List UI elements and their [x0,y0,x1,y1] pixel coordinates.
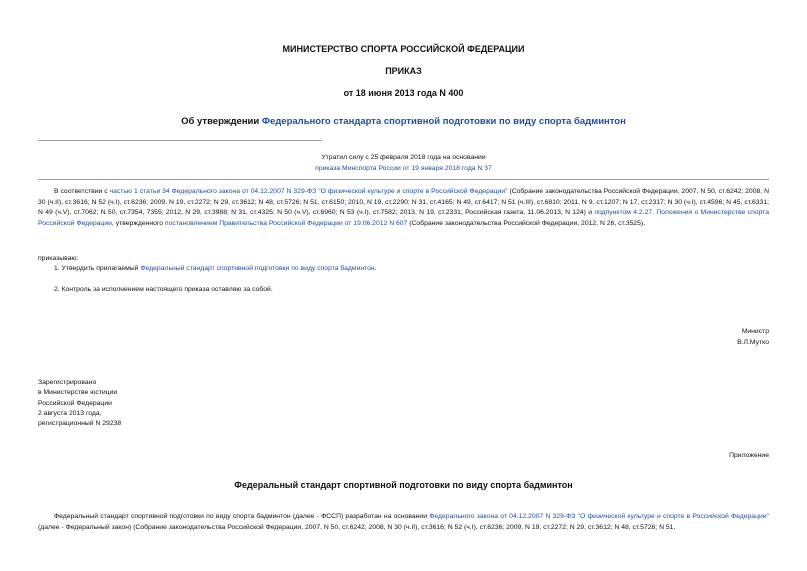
appendix-text-1: Федеральный стандарт спортивной подготовки по виду спорта бадминтон (далее - ФССП) разработан на основании [54,513,430,520]
registration-line: в Министерстве юстиции [38,389,118,397]
signature-position: Министр [741,328,769,335]
doc-type-heading: ПРИКАЗ [385,66,422,76]
ministry-heading: МИНИСТЕРСТВО СПОРТА РОССИЙСКОЙ ФЕДЕРАЦИИ [282,44,525,54]
item-1-standard-link[interactable]: Федеральный стандарт спортивной подготовки по виду спорта бадминтон [140,265,375,272]
full-divider [38,179,769,180]
status-note-line1: Утратил силу с 25 февраля 2018 года на основании [321,154,486,161]
signature-block [737,327,769,348]
law-329-link[interactable]: частью 1 статьи 34 Федерального закона от 04.12.2007 N 329-ФЗ "О физической культуре и спорте в Российской Федерации" [109,188,508,195]
appendix-paragraph [38,512,769,533]
order-title-link[interactable]: Федерального стандарта спортивной подготовки по виду спорта бадминтон [261,116,626,127]
registration-line: Зарегистрировано [38,379,97,386]
appendix-title: Федеральный стандарт спортивной подготовки по виду спорта бадминтон [234,480,573,490]
appendix-text-2: (далее - Федеральный закон) (Собрание законодательства Российской Федерации, 2007, N 50, ст.6242; 2008, N 30 (ч.II), ст.3616; N 52 (ч.I), ст.6236; 2009, N 19, ст.2272; N 29, ст.3612; N 48, ст.5726; N 51, [38,523,676,531]
resolution-607-link[interactable]: постановлением Правительства Российской Федерации от 19.06.2012 N 607 [164,219,408,227]
item-1-end: . [374,265,377,272]
order-item-2: 2. Контроль за исполнением настоящего приказа оставляю за собой. [54,286,273,293]
preamble-text-3: , утвержденного [111,219,165,227]
order-item-1 [54,265,377,272]
preamble-text-1: В соответствии с [54,188,110,195]
appendix-label: Приложение [729,452,769,459]
date-number-heading: от 18 июня 2013 года N 400 [343,88,464,98]
item-1-text: 1. Утвердить прилагаемый [54,265,141,272]
status-note-link[interactable]: приказа Минспорта России от 19 января 2018 года N 37 [315,165,492,172]
order-title [0,116,807,127]
signature-name: В.Л.Мутко [737,338,769,346]
order-word: приказываю: [38,255,79,262]
registration-block [38,378,121,429]
preamble-text-4: (Собрание законодательства Российской Федерации, 2012, N 26, ст.3525), [407,219,646,227]
registration-line: 2 августа 2013 года, [38,409,102,417]
appendix-law-link[interactable]: Федерального закона от 04.12.2007 N 329-ФЗ "О физической культуре и спорте в Российской Федерации" [429,513,769,520]
order-title-prefix: Об утверждении [181,116,262,127]
short-divider [38,140,322,141]
registration-line: регистрационный N 29238 [38,420,122,428]
preamble-text-2: (Собрание законодательства Российской Федерации, 2007, N 50, ст.6242; 2008, N 30 (ч.II), ст.3616; N 52 (ч.I), ст.6236; 2009, N 19, ст.2272; N 29, ст.3612; N 48, ст.5726; N 51, ст.6150; 2010, N 19, ст.2290; N 31, ст.4165; N 49, ст.6417; N 51 (ч.III), ст.6810; 2011, N 9, ст.1207; N 17, ст.2317; N 30 (ч.I), ст.4596; N 45, ст.6331; N 49 (ч.V), ст.7062; N 50, ст.7354, 7355; 2012, N 29, ст.3988; N 31, ст.4325; N 50 (ч.V), ст.6960; N 53 (ч.I), ст.7582; 2013, N 19, ст.2331; Российская газета, 11.06.2013, N 124) и [38,188,769,217]
preamble-paragraph [38,187,769,229]
registration-line: Российской Федерации [38,399,112,407]
subclause-4227-link[interactable]: подпунктом 4.2.27. Положения о Министерстве спорта Российской Федерации [38,209,769,227]
